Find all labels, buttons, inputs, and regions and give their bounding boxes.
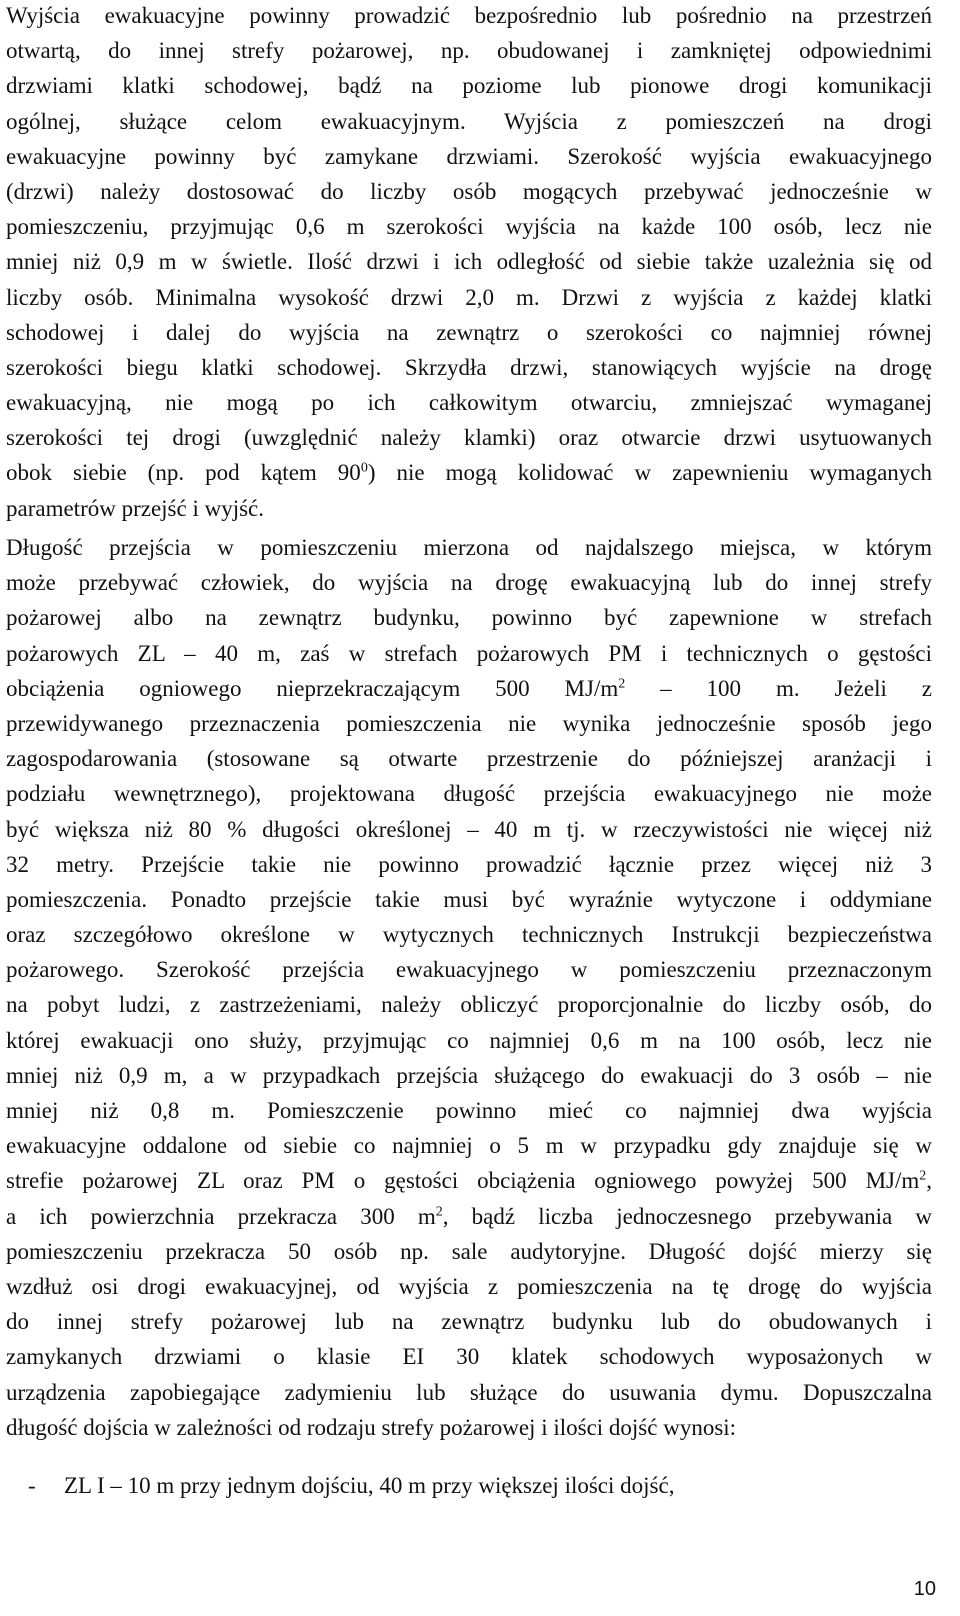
text-segment: , bbox=[926, 1168, 932, 1194]
text-line: do innej strefy pożarowej lub na zewnątrz budynku lub do obudowanych i bbox=[6, 1309, 932, 1335]
text-line-with-superscript bbox=[6, 671, 932, 706]
text-line: ewakuacyjne powinny być zamykane drzwiami. Szerokość wyjścia ewakuacyjnego bbox=[6, 143, 932, 169]
text-line: pożarowych ZL – 40 m, zaś w strefach pożarowych PM i technicznych o gęstości bbox=[6, 640, 932, 666]
text-line: pożarowego. Szerokość przejścia ewakuacyjnego w pomieszczeniu przeznaczonym bbox=[6, 957, 932, 983]
text-line: Wyjścia ewakuacyjne powinny prowadzić bezpośrednio lub pośrednio na przestrzeń bbox=[6, 3, 932, 28]
text-line: mniej niż 0,9 m, a w przypadkach przejścia służącego do ewakuacji do 3 osób – nie bbox=[6, 1062, 932, 1088]
text-line: schodowej i dalej do wyjścia na zewnątrz o szerokości co najmniej równej bbox=[6, 319, 932, 345]
text-segment: ) nie mogą kolidować w zapewnieniu wymaganych bbox=[367, 460, 932, 486]
text-line: drzwiami klatki schodowej, bądź na poziome lub pionowe drogi komunikacji bbox=[6, 73, 932, 99]
text-line-with-superscript bbox=[6, 455, 932, 490]
text-line: mniej niż 0,9 m w świetle. Ilość drzwi i ich odległość od siebie także uzależnia się od bbox=[6, 249, 932, 275]
text-line: Długość przejścia w pomieszczeniu mierzona od najdalszego miejsca, w którym bbox=[6, 535, 932, 560]
text-line: może przebywać człowiek, do wyjścia na drogę ewakuacyjną lub do innej strefy bbox=[6, 570, 932, 596]
text-line: mniej niż 0,8 m. Pomieszczenie powinno mieć co najmniej dwa wyjścia bbox=[6, 1098, 932, 1123]
text-line: parametrów przejść i wyjść. bbox=[6, 495, 265, 521]
text-segment: , bądź liczba jednoczesnego przebywania w bbox=[442, 1203, 932, 1229]
text-line: otwartą, do innej strefy pożarowej, np. obudowanej i zamkniętej odpowiednimi bbox=[6, 38, 932, 64]
text-line: ewakuacyjną, nie mogą po ich całkowitym otwarciu, zmniejszać wymaganej bbox=[6, 390, 932, 416]
text-line: zamykanych drzwiami o klasie EI 30 klatek schodowych wyposażonych w bbox=[6, 1344, 932, 1370]
bullet-dash: - bbox=[28, 1473, 36, 1498]
text-line: 32 metry. Przejście takie nie powinno prowadzić łącznie przez więcej niż 3 bbox=[6, 851, 932, 877]
text-line: być większa niż 80 % długości określonej – 40 m tj. w rzeczywistości nie więcej niż bbox=[6, 816, 932, 842]
text-line: na pobyt ludzi, z zastrzeżeniami, należy obliczyć proporcjonalnie do liczby osób, do bbox=[6, 992, 932, 1018]
text-line: (drzwi) należy dostosować do liczby osób mogących przebywać jednocześnie w bbox=[6, 178, 932, 204]
text-line: której ewakuacji ono służy, przyjmując co najmniej 0,6 m na 100 osób, lecz nie bbox=[6, 1027, 932, 1053]
text-line: wzdłuż osi drogi ewakuacyjnej, od wyjścia z pomieszczenia na tę drogę do wyjścia bbox=[6, 1273, 932, 1299]
superscript: 0 bbox=[360, 460, 368, 476]
text-line: liczby osób. Minimalna wysokość drzwi 2,0 m. Drzwi z wyjścia z każdej klatki bbox=[6, 284, 932, 310]
text-line-with-superscript bbox=[6, 1199, 932, 1234]
text-line: podziału wewnętrznego), projektowana długość przejścia ewakuacyjnego nie może bbox=[6, 781, 932, 807]
text-segment: strefie pożarowej ZL oraz PM o gęstości obciążenia ogniowego powyżej 500 MJ/m bbox=[6, 1168, 920, 1194]
text-line: ogólnej, służące celom ewakuacyjnym. Wyjścia z pomieszczeń na drogi bbox=[6, 108, 932, 134]
text-line: urządzenia zapobiegające zadymieniu lub służące do usuwania dymu. Dopuszczalna bbox=[6, 1379, 932, 1405]
text-segment: obciążenia ogniowego nieprzekraczającym 500 MJ/m bbox=[6, 675, 619, 701]
page-number: 10 bbox=[913, 1578, 936, 1600]
text-segment: a ich powierzchnia przekracza 300 m bbox=[6, 1203, 436, 1229]
text-line: pomieszczeniu przekracza 50 osób np. sale audytoryjne. Długość dojść mierzy się bbox=[6, 1238, 932, 1264]
text-line: pożarowej albo na zewnątrz budynku, powinno być zapewnione w strefach bbox=[6, 605, 932, 631]
text-line: zagospodarowania (stosowane są otwarte przestrzenie do późniejszej aranżacji i bbox=[6, 746, 932, 772]
superscript: 2 bbox=[618, 676, 626, 692]
text-line-with-superscript bbox=[6, 1163, 932, 1198]
superscript: 2 bbox=[435, 1203, 443, 1219]
text-segment: obok siebie (np. pod kątem 90 bbox=[6, 460, 361, 486]
paragraph-passage-length bbox=[6, 530, 932, 1445]
paragraph-emergency-exits bbox=[6, 0, 932, 526]
bullet-list-item bbox=[28, 1468, 674, 1503]
text-segment: – 100 m. Jeżeli z bbox=[625, 675, 932, 701]
text-line: pomieszczeniu, przyjmując 0,6 m szerokości wyjścia na każde 100 osób, lecz nie bbox=[6, 214, 932, 240]
text-line: szerokości biegu klatki schodowej. Skrzydła drzwi, stanowiących wyjście na drogę bbox=[6, 354, 932, 380]
text-line: ewakuacyjne oddalone od siebie co najmniej o 5 m w przypadku gdy znajduje się w bbox=[6, 1133, 932, 1159]
text-line: oraz szczegółowo określone w wytycznych technicznych Instrukcji bezpieczeństwa bbox=[6, 922, 932, 948]
text-line: szerokości tej drogi (uwzględnić należy klamki) oraz otwarcie drzwi usytuowanych bbox=[6, 425, 932, 451]
text-line: przewidywanego przeznaczenia pomieszczenia nie wynika jednocześnie sposób jego bbox=[6, 710, 932, 736]
text-line: pomieszczenia. Ponadto przejście takie musi być wyraźnie wytyczone i oddymiane bbox=[6, 886, 932, 912]
superscript: 2 bbox=[919, 1168, 927, 1184]
bullet-text: ZL I – 10 m przy jednym dojściu, 40 m przy większej ilości dojść, bbox=[64, 1473, 675, 1498]
text-line: długość dojścia w zależności od rodzaju strefy pożarowej i ilości dojść wynosi: bbox=[6, 1414, 737, 1440]
